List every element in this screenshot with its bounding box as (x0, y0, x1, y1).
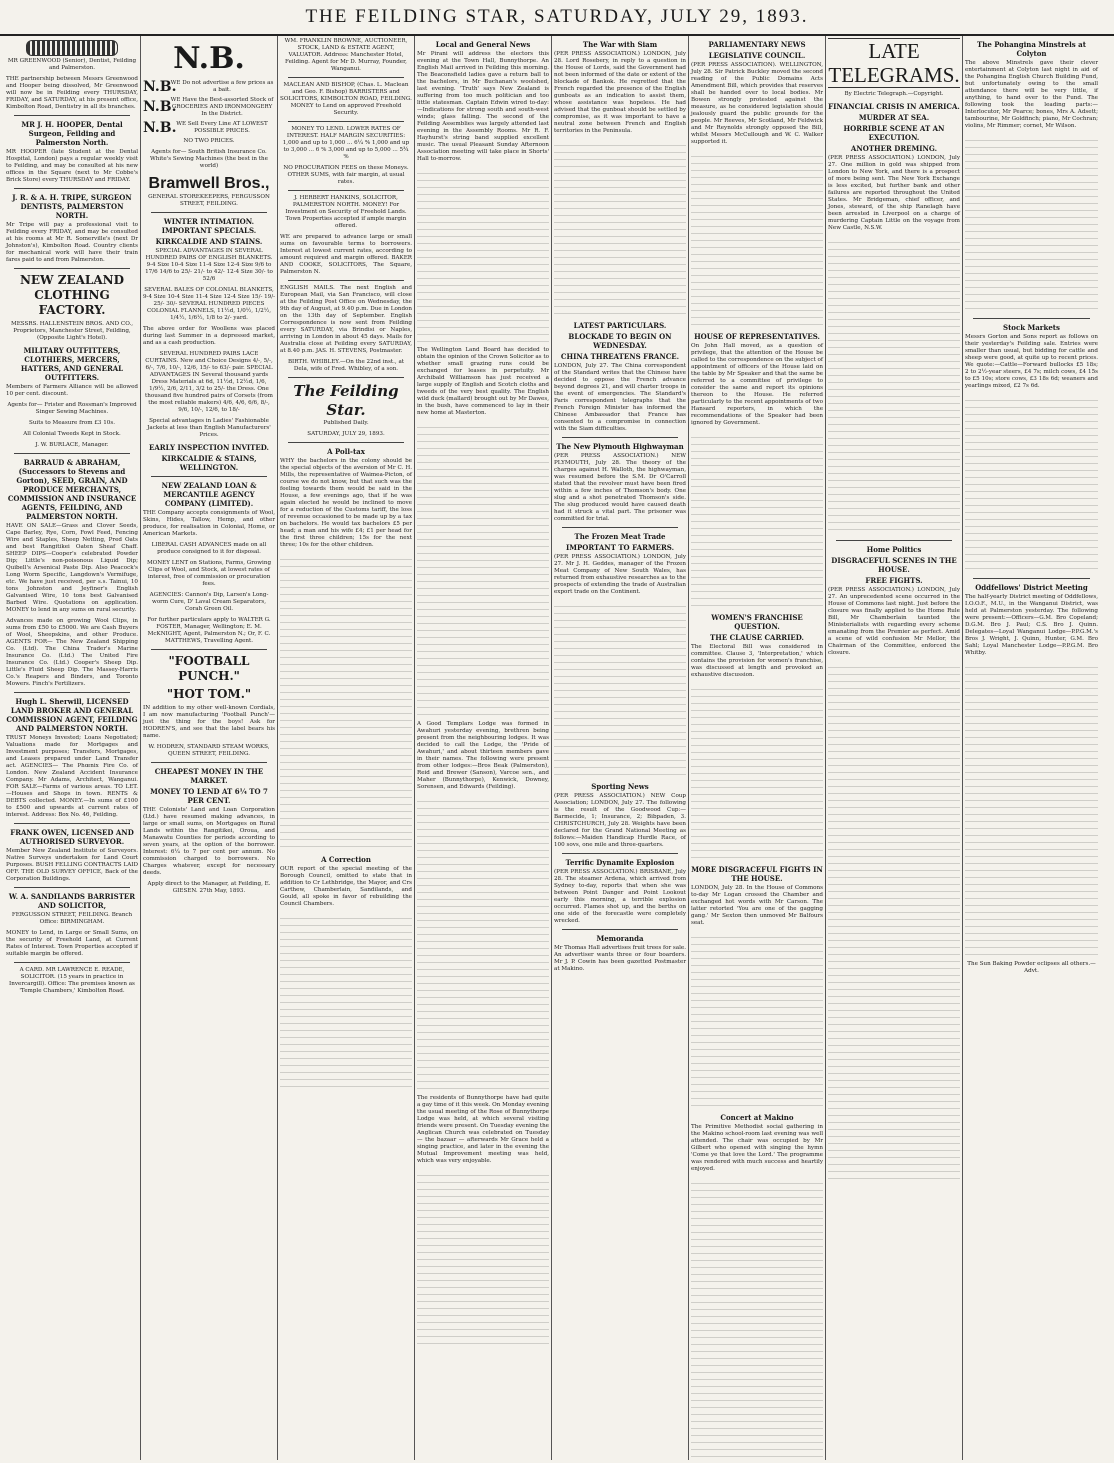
suits-to-measure: Suits to Measure from £3 10s. (29, 420, 115, 426)
barraud-body: HAVE ON SALE—Grass and Clover Seeds, Cape Barley, Rye, Corn, Fowl Feed, Fencing Wire and Staples, Sheep Netting, Pred Oats and best Rangitikei Oaten Sheaf Chaff. SHEEP DIPS—Cooper's celebrated Powder Dip; Little's non-poisonous Liquid Dip; Quibell's Arsenical Paste Dip. Also Peacock's Long Worm Specific, Langdown's Vermifuge, etc. We have just received, per s.s. Tainui, 10 tons Johnston and Jeyfiner's English Galvanised Wire, 10 tons best Galvanised Barbed Wire. Quotations on application. MONEY to lend in any sums on rural security. (6, 523, 138, 613)
sherwill-body: TRUST Moneys Invested; Loans Negotiated; Valuations made for Mortgages and Investment purposes; Transfers, Mortgages, and Leases prepared under Land Transfer act. AGENCIES— The Phœnix Fire Co. of London. New Zealand Accident Insurance Company. Mr Adams, Architect, Wanganui. FOR SALE—Farms of various areas. TO LET.—Houses and Shops in town. RENTS & DEBTS collected. MONEY.—In sums of £100 to £500 and upwards at current rates of interest. Address: Box No. 46, Feilding. (6, 735, 138, 818)
colonists-apply: Apply direct to the Manager, at Feilding, E. GIESEN. 27th May, 1893. (147, 881, 271, 894)
ladies-jackets: Special advantages in Ladies' Fashionable Jackets at less than English Manufacturers' Prices. (147, 418, 271, 438)
money-to-lend-rate: MONEY TO LEND AT 6¼ TO 7 PER CENT. (150, 787, 268, 805)
article-text-block (280, 553, 412, 853)
divider (288, 190, 404, 191)
another-dreming: ANOTHER DREMING. (850, 144, 938, 153)
article-text-block (554, 139, 686, 319)
advances-body: Advances made on growing Wool Clips, in sums from £50 to £5000. We are Cash Buyers of Wool, Sheepskins, and other Produce. AGENTS FOR— The New Zealand Shipping Co. (Ltd). The China Trader's Marine Insurance Co. (Ltd.) The United Fire Insurance Co. (Ltd.) Cooper's Sheep Dip. Little's Fluid Sheep Dip. The Massey-Harris Co.'s Reapers and Binders, and Toronto Mowers. Finch's Fertilizers. (6, 618, 138, 687)
nb-text-2: WE Have the Best-assorted Stock of GROCERIES AND IRONMONGERY In the District. (170, 97, 274, 117)
sporting-body: (PER PRESS ASSOCIATION.) NEW Coup Association; LONDON, July 27. The following is the result of the Goodwood Cup:—Barmecide, 1; Insurance, 2; Bibpaden, 3. CHRISTCHURCH, July 28. Weights have been declared for the Grand National Meeting as follows:—Maiden Handicap Hurdle Race, of 100 sovs, one mile and three-quarters. (554, 793, 686, 848)
china-body: LONDON, July 27. The China correspondent of the Standard writes that the Chinese have decided to oppose the French advance beyond degrees 21, and will charter troops in the event of emergencies. The Standard's Paris correspondent telegraphs that the French Foreign Minister has informed the Chinese Ambassador that France has consented to a compromise in connection with the Siam difficulties. (554, 363, 686, 432)
article-text-block (828, 236, 960, 536)
clause-heading: THE CLAUSE CARRIED. (710, 633, 804, 642)
stock-markets-heading: Stock Markets (1003, 323, 1060, 332)
barraud-title: BARRAUD & ABRAHAM, (Successors to Stevens and Gorton), SEED, GRAIN, AND PRODUCE MERCHANTS, COMMISSION AND INSURANCE AGENTS, FEILDING, AND PALMERSTON NORTH. (7, 458, 137, 521)
memoranda-body: Mr Thomas Hall advertises fruit trees for sale. An advertiser wants three or four boarders. Mr J. P. Cowin has been gazetted Postmaster at Makino. (554, 945, 686, 972)
nb-row-2 (143, 97, 275, 118)
colonial-tweeds: All Colonial Tweeds Kept in Stock. (23, 431, 121, 437)
divider (288, 442, 404, 443)
house-reps-heading: HOUSE OF REPRESENTATIVES. (694, 332, 820, 341)
divider (14, 188, 130, 189)
disgraceful-body: LONDON, July 28. In the House of Commons to-day Mr Logan crossed the Chamber and exchanged hot words with Mr Carson. The latter retorted 'You are one of the gagging gang.' Mr Sexton then unmoved Mr Balfours seat. (691, 885, 823, 926)
highwayman-heading: The New Plymouth Highwayman (556, 442, 684, 451)
latest-particulars: LATEST PARTICULARS. (573, 321, 667, 330)
money-lower-rates: MONEY TO LEND. LOWER RATES OF INTEREST. HALF MARGIN SECURITIES: 1,000 and up to 1,000 ... 6¼ % 1,000 and up to 3,000 ... 6 % 3,000 and up to 5,000 ... 5¾ % (282, 126, 410, 160)
masthead: THE FEILDING STAR, SATURDAY, JULY 29, 1893. (0, 0, 1114, 36)
column-1 (4, 36, 141, 1460)
reade-card: A CARD. MR LAWRENCE E. READE, SOLICITOR. (15 years in practice in Invercargill). Office: The premises known as 'Temple Chambers,' Kimbolton Road. (9, 967, 135, 994)
dynamite-body: (PER PRESS ASSOCIATION.) BRISBANE, July 28. The steamer Ardena, which arrived from Sydney to-day, reports that when she was between Point Danger and Point Lookout early this morning, a terrible explosion occurred. Flames shot up, and the berths on one side of the forecastle were completely wrecked. (554, 869, 686, 924)
column-7 (826, 36, 963, 1460)
divider (14, 823, 130, 824)
parliamentary-heading: PARLIAMENTARY NEWS (708, 40, 806, 49)
poll-tax-body: WHY the bachelors in the colony should be the special objects of the aversion of Mr C. H. Mills, the representative of Waimea-Picton, of course we do not know, but that such was the feeling towards them would be said in the House, a few evenings ago, that if he was again elected he would be inclined to move for a reduction of the Customs tariff, the loss of revenue occasioned to be made up by a tax on bachelors. He would tax bachelors £5 per head; a man and his wife £4; £1 per head for the first three children; 15s for the next three; 10s for the other children. (280, 458, 412, 548)
agents-sewing: Agents for— Frister and Rossman's Improved Singer Sewing Machines. (7, 402, 137, 415)
sandilands-title: W. A. SANDILANDS BARRISTER AND SOLICITOR, (8, 892, 136, 910)
english-mails: ENGLISH MAILS. The next English and European Mail, via San Francisco, will close at the Feilding Post Office on Wednesday, the 9th day of August, at 9.40 p.m. Due in London on the 13th day of September. English Correspondence is now sent from Feilding every SATURDAY, via Brindisi or Naples, arriving in London in about 45 days. Mails for Australia close at Feilding every SATURDAY, at 8.40 p.m. JAS. H. STEVENS, Postmaster. (280, 285, 412, 354)
blockade-heading: BLOCKADE TO BEGIN ON WEDNESDAY. (568, 332, 672, 350)
clothing-factory-title: NEW ZEALAND CLOTHING FACTORY. (19, 273, 125, 317)
hankins-ad: J. HERBERT HANKINS, SOLICITOR, PALMERSTON NORTH. MONEY! For Investment on Security of Freehold Lands. Town Properties accepted if ample margin offered. (285, 195, 407, 229)
divider (562, 527, 678, 528)
home-politics-body: (PER PRESS ASSOCIATION.) LONDON, July 27. An unprecedented scene occurred in the House of Commons last night. Just before the closure was finally applied to the Home Rule Bill, Mr Chamberlain taunted the Ministerialists with regarding every scheme emanating from the Premier as perfect. Amid a scene of wild confusion Mr Mellor, the Chairman of the Committee, enforced the closure. (828, 587, 960, 656)
home-politics-sub: DISGRACEFUL SCENES IN THE HOUSE. (831, 556, 957, 574)
war-siam-body: (PER PRESS ASSOCIATION.) LONDON, July 28. Lord Rosebery, in reply to a question in the House of Lords, said the Government had not been informed of the date or extent of the blockade of Bankok. He regretted that the French regarded the presence of the English gunboats as an indication to assist them, whose assistance was hopeless. He had advised that the gunboat should be settled by compromise, as it was important to have a neutral zone between French and English territories in the Peninsula. (554, 51, 686, 134)
issue-date: SATURDAY, JULY 29, 1893. (307, 431, 385, 437)
article-text-block (417, 795, 549, 1095)
divider (14, 268, 130, 269)
nb-mark: N.B. (143, 119, 177, 136)
hodren-signature: W. HODREN, STANDARD STEAM WORKS, QUEEN STREET, FEILDING. (148, 744, 270, 757)
tripe-title: J. R. & A. H. TRIPE, SURGEON DENTISTS, PALMERSTON NORTH. (12, 193, 132, 220)
home-politics-heading: Home Politics (866, 545, 922, 554)
divider (973, 318, 1090, 319)
sherwill-title: Hugh L. Sherwill, LICENSED LAND BROKER AND GENERAL COMMISSION AGENT, FEILDING AND PALMERSTON NORTH. (6, 697, 138, 733)
stock-markets-body: Messrs Gorton and Sons report as follows on their yesterday's Feilding sale. Entries were smaller than usual, but bidding for cattle and sheep were good, at quite up to recent prices. We quote:—Cattle—Forward bullocks £5 18s; 2 to 2½-year steers, £4 7s; milch cows, £4 15s to £5 10s; store cows, £3 18s 6d; weaners and yearlings mixed, £2 7s 6d. (965, 334, 1098, 389)
liberal-advances: LIBERAL CASH ADVANCES made on all produce consigned to it for disposal. (151, 542, 267, 555)
money-lent: MONEY LENT on Stations, Farms, Growing Clips of Wool, and Stock, at lowest rates of interest, free of commission or procuration fees. (146, 560, 272, 587)
article-text-block (691, 431, 823, 611)
bramwell-agents: Agents for— South British Insurance Co. White's Sewing Machines (the best in the world) (150, 149, 268, 169)
dynamite-heading: Terrific Dynamite Explosion (565, 858, 675, 867)
local-news-body-4: The residents of Bunnythorpe have had quite a gay time of it this week. On Monday evening the usual meeting of the Rose of Bunnythorpe Lodge was held, at which several visiting friends were present. On Tuesday evening the Anglican Church was celebrated on Tuesday — the bazaar — afterwards Mr Grace held a singing practice, and later in the evening the Mutual Improvement meeting was held, which was very enjoyable. (417, 1095, 549, 1164)
divider (562, 853, 678, 854)
legislative-council: LEGISLATIVE COUNCIL. (708, 51, 806, 60)
divider (151, 649, 267, 650)
franchise-heading: WOMEN'S FRANCHISE QUESTION. (711, 613, 803, 631)
nz-loan-title: NEW ZEALAND LOAN & MERCANTILE AGENCY COMPANY (LIMITED). (161, 481, 257, 508)
correction-body: OUR report of the special meeting of the Borough Council, omitted to state that in addition to Cr Lethbridge, the Mayor, and Crs Carthew, Chamberlain, Sandilands, and Gould, all spoke in favor of rebuilding the Council Chambers. (280, 866, 412, 907)
divider (288, 280, 404, 281)
horrible-scene: HORRIBLE SCENE AT AN EXECUTION. (843, 124, 945, 142)
frozen-meat-body: (PER PRESS ASSOCIATION.) LONDON, July 27. Mr J. H. Geddes, manager of the Frozen Meat Company of New South Wales, has returned from exhaustive researches as to the prospects of extending the trade of Australian export trade on the Continent. (554, 554, 686, 595)
lace-curtains: SEVERAL HUNDRED PAIRS LACE CURTAINS. New and Choice Designs 4/-, 5/-, 6/-, 7/6, 10/-, 12/6, 15/- to 63/- pair. SPECIAL ADVANTAGES IN Several thousand yards Dress Materials at 6d, 11½d, 12½d, 1/6, 1/9½, 2/6, 2/11, 3/2 to 25/- the Dress. One thousand five hundred pairs of Corsets (from the most reliable makers) 4/6, 4/6, 6/6, 8/-, 9/6, 10/-, 12/6, to 18/- (145, 351, 273, 413)
article-text-block (691, 683, 823, 863)
birth-notice: BIRTH. WHIBLEY.—On the 22nd inst., at Dela, wife of Fred. Whibley, of a son. (287, 359, 405, 372)
tripe-body: Mr Tripe will pay a professional visit to Feilding every FRIDAY, and may be consulted at his rooms at Mr R. Somerville's (next Dr Johnston's), Kimbolton Road. Country clients for mechanical work will have their train fares paid to and from Palmerston. (6, 222, 138, 263)
hooper-title: MR J. H. HOOPER, Dental Surgeon, Feilding and Palmerston North. (21, 120, 123, 147)
military-outfitters: MILITARY OUTFITTERS, CLOTHIERS, MERCERS, HATTERS, AND GENERAL OUTFITTERS. (20, 346, 124, 382)
late-telegrams-heading: LATE TELEGRAMS. (828, 39, 960, 87)
divider (836, 540, 952, 541)
divider (14, 115, 130, 116)
disgraceful-heading: MORE DISGRACEFUL FIGHTS IN THE HOUSE. (691, 865, 823, 883)
frozen-meat-heading: The Frozen Meat Trade (574, 532, 666, 541)
financial-crisis: FINANCIAL CRISIS IN AMERICA. (828, 102, 960, 111)
nb-text-3: WE Sell Every Line AT LOWEST POSSIBLE PRICES. (176, 121, 268, 134)
oddfellows-body: The half-yearly District meeting of Oddfellows, I.O.O.F., M.U., in the Wanganui District, was held at Palmerston yesterday. The following were present:—Officers—G.M. Bro Copeland; D.G.M. Bro J. Paul; C.S. Bro J. Quinn. Delegates—Loyal Wanganui Lodge—P.P.G.M.'s Bros J. Wright, J. Quinn, Hunter, G.M. Bro Sahl; Loyal Manchester Lodge—P.P.G.M. Bro Whitby. (965, 594, 1098, 656)
free-fights: FREE FIGHTS. (865, 576, 923, 585)
concert-body: The Primitive Methodist social gathering in the Makino school-room last evening was well attended. The chair was occupied by Mr Gilbert who opened with singing the hymn 'Come ye that love the Lord.' The programme was rendered with much success and heartily enjoyed. (691, 1124, 823, 1172)
local-news-body-3: A Good Templars Lodge was formed in Awahuri yesterday evening, brethren being present from the neighbouring lodges. It was decided to call the Lodge, the 'Pride of Awahuri,' and about thirteen members gave in their names. The following were present from other lodges:—Bros Beak (Palmerston), Reid and Brewer (Sanson), Varcoe sen., and Maher (Bunnythorpe), Kenwick, Downey, Sorensen, and Edwards (Feilding). (417, 721, 549, 790)
memoranda-heading: Memoranda (596, 934, 644, 943)
divider (151, 212, 267, 213)
article-text-block (417, 167, 549, 347)
greenwood-ad: MR GREENWOOD (Senior), Dentist, Feilding and Palmerston. (7, 58, 137, 71)
baker-cooke-ad: WE are prepared to advance large or small sums on favourable terms to borrowers. Interest at lowest current rates, according to amount required and margin offered. BAKER AND COOKE, SOLICITORS, The Square, Palmerston N. (280, 234, 412, 275)
kirkcaldie-title: KIRKCALDIE AND STAINS. (155, 237, 263, 246)
article-text-block (417, 1169, 549, 1349)
divider (562, 929, 678, 930)
late-telegrams-body: (PER PRESS ASSOCIATION.) LONDON, July 27. One million in gold was shipped from London to New York, and there is a prospect of more being sent. The New York Exchange is less excited, but further bank and other failures are reported throughout the United States. Mr Bridgeman, chief officer, and Jones, steward, of the ship Ranelagh have been arrested in Liverpool on a charge of murdering Captain Little on the voyage from New Castle, N.S.W. (828, 155, 960, 231)
article-text-block (965, 394, 1098, 574)
column-2 (141, 36, 278, 1460)
article-text-block (965, 661, 1098, 961)
hodren-body: IN addition to my other well-known Cordials, I am now manufacturing 'Football Punch'—just the thing for the boys! Ask for HODREN'S, and see that the label bears his name. (143, 705, 275, 739)
house-reps-body: On John Hall moved, as a question of privilege, that the attention of the House be called to the correspondence on the subject of appointment of officers of the House laid on the table by Mr Speaker and that the same be referred to a committee of privilege to consider the same and report its opinions thereon to the House. He referred particularly to the recent appointments of two Hansard reporters, in which the recommendations of the Speaker had been ignored by Government. (691, 343, 823, 426)
agencies: AGENCIES: Cannon's Dip, Larsen's Long-worm Cure, D' Laval Cream Separators, Corah Green Oil. (149, 592, 269, 612)
kirkcaldie-wellington: KIRKCALDIE & STAINS, WELLINGTON. (161, 454, 257, 472)
owen-body: Member New Zealand Institute of Surveyors. Native Surveys undertaken for Land Court Purposes. BUSH FELLING CONTRACTS LAID OFF. THE OLD SURVEY OFFICE, Back of the Corporation Buildings. (6, 848, 138, 882)
nb-text-1: WE Do not advertise a few prices as a bait. (170, 80, 274, 93)
hot-tom: "HOT TOM." (166, 687, 252, 701)
nb-heading: N.B. (173, 41, 245, 76)
bramwell-sub: GENERAL STOREKEEPERS, FERGUSSON STREET, FEILDING. (148, 194, 270, 207)
divider (562, 437, 678, 438)
clothing-factory-body: MESSRS. HALLENSTEIN BROS. AND CO., Proprietors, Manchester Street, Feilding, (Opposite Light's Hotel). (10, 321, 134, 341)
parliamentary-body: (PER PRESS ASSOCIATION). WELLINGTON, July 28. Sir Patrick Buckley moved the second reading of the Public Domains Acts Amendment Bill, which provides that reserves shall be handed over to local bodies. Mr Bowen strongly protested against the measure, as he considered legislation should jealously guard the public grounds for the people. Mr Reeves, Mr Scotland, Mr Feldwick and Mr Reynolds strongly opposed the Bill, whilst Messrs McCullough and W. C. Walker supported it. (691, 62, 823, 145)
concert-heading: Concert at Makino (720, 1113, 794, 1122)
clause-body: The Electoral Bill was considered in committee. Clause 3, 'Interpretation,' which contains the provision for women's franchise, was discussed at length and provoked an exhaustive discussion. (691, 644, 823, 678)
sun-baking-advt: The Sun Baking Powder eclipses all others.—Advt. (967, 961, 1096, 974)
local-news-heading: Local and General News (435, 40, 531, 49)
china-heading: CHINA THREATENS FRANCE. (560, 352, 680, 361)
partnership-notice: THE partnership between Messrs Greenwood and Hooper being dissolved, Mr Greenwood will now be in Feilding every THURSDAY, FRIDAY, and SATURDAY, at his present office, Kimbolton Road, Dentistry in all its branches. (6, 76, 138, 110)
burlace-manager: J. W. BURLACE, Manager. (35, 442, 109, 448)
divider (14, 692, 130, 693)
article-text-block (691, 1177, 823, 1460)
oddfellows-heading: Oddfellows' District Meeting (975, 583, 1088, 592)
minstrels-heading: The Pohangina Minstrels at Colyton (977, 40, 1086, 58)
late-telegrams-sub: By Electric Telegraph.—Copyright. (844, 91, 944, 97)
no-two-prices: NO TWO PRICES. (183, 138, 235, 144)
war-siam-heading: The War with Siam (582, 40, 658, 49)
minstrels-body: The above Minstrels gave their clever entertainment at Colyton last night in aid of the Pohangina English Church Building Fund, but unfortunately owing to the small attendance there will be very little, if anything, to hand over to the Fund. The following took the leading parts:—Interlocutor, Mr Pearce; bones, Mrs A. Adsett; tambourine, Mr Goldfinch; piano, Mr Cochran; violins, Mr Rimmer; cornet, Mr Wilson. (965, 60, 1098, 129)
divider (288, 77, 404, 78)
colonists-body: THE Colonists' Land and Loan Corporation (Ltd.) have resumed making advances, in large or small sums, on Mortgages on Rural Lands within the Rangitikei, Oroua, and Manawatu Counties for periods according to seven years, at the option of the borrower. Interest: 6¼ to 7 per cent per annum. No commission charged to borrowers. No Charges whatever, except for necessary deeds. (143, 807, 275, 876)
divider (151, 762, 267, 763)
nb-row-1 (143, 80, 275, 94)
bramwell-title: Bramwell Bros., (148, 175, 270, 192)
divider (288, 121, 404, 122)
divider (288, 377, 404, 378)
early-inspection: EARLY INSPECTION INVITED. (149, 443, 269, 452)
sporting-heading: Sporting News (591, 782, 649, 791)
owen-title: FRANK OWEN, LICENSED AND AUTHORISED SURVEYOR. (10, 828, 134, 846)
local-news-body-2: The Wellington Land Board has decided to obtain the opinion of the Crown Solicitor as to whether small grazing runs could be exchanged for leases in perpetuity. Mr Archibald Williamson has just received a large supply of English and Scotch cloths and tweeds of the very best quality. The English wild duck (mallard) brought out by Mr Dawes, in the bush, have commenced to lay in their new home at Masterton. (417, 347, 549, 416)
column-4 (415, 36, 552, 1460)
divider (151, 476, 267, 477)
divider (14, 962, 130, 963)
blankets-specials: SPECIAL ADVANTAGES IN SEVERAL HUNDRED PAIRS OF ENGLISH BLANKETS. 9-4 Size 10-4 Size 11-4 Size 12-4 Size 9/6 to 17/6 14/6 to 25/- 21/- to 42/- 12-4 Size 30/- to 52/6 (145, 248, 273, 282)
nb-row-3 (143, 121, 275, 135)
article-text-block (691, 931, 823, 1111)
nb-mark: N.B. (143, 99, 177, 115)
woollens-note: The above order for Woollens was placed during last Summer in a depressed market, and as a cash production. (143, 326, 275, 346)
football-punch: "FOOTBALL PUNCH." (168, 654, 250, 683)
money-to-lend: MONEY to Lend, in Large or Small Sums, on the security of Freehold Land, at Current Rates of Interest. Town Properties accepted if suitable margin be offered. (6, 930, 138, 957)
sandilands-body: FERGUSSON STREET, FEILDING. Branch Office: BIRMINGHAM. (11, 912, 133, 925)
nz-loan-body: THE Company accepts consignments of Wool, Skins, Hides, Tallow, Hemp, and other produce, for realisation in Colonial, Home, or American Markets. (143, 510, 275, 537)
browne-ad: WM. FRANKLIN BROWNE, AUCTIONEER, STOCK, LAND & ESTATE AGENT, VALUATOR. Address: Manchester Hotel, Feilding. Agent for Mr D. Murray, Founder, Wanganui. (284, 38, 408, 72)
correction-heading: A Correction (321, 855, 371, 864)
further-particulars: For further particulars apply to WALTER G. FOSTER, Manager, Wellington; E. M. McKNIGHT, Agent, Palmerston N.; Or, F. C. MATTHEWS, Travelling Agent. (147, 617, 271, 644)
poll-tax-heading: A Poll-tax (327, 447, 365, 456)
article-text-block (280, 912, 412, 1092)
members-discount: Members of Farmers Alliance will be allowed 10 per cent. discount. (6, 384, 138, 397)
cheapest-money: CHEAPEST MONEY IN THE MARKET. (154, 767, 264, 785)
colonial-blankets: SEVERAL BALES OF COLONIAL BLANKETS, 9-4 Size 10-4 Size 11-4 Size 12-4 Size 15/- 19/- 25/- 30/- SEVERAL HUNDRED PIECES COLONIAL FLANNELS, 11½d, 1/0½, 1/2½, 1/4½, 1/6½, 1/8 to 2/- yard. (143, 287, 276, 321)
highwayman-body: (PER PRESS ASSOCIATION.) NEW PLYMOUTH, July 28. The theory of the charges against H. Walloth, the highwayman, was resumed before the S.M. Dr O'Carroll stated that the revolver must have been fired within a few inches of Thomson's body. One slug and a shot penetrated Thomson's side. The slug produced would have caused death had it struck a vital part. The prisoner was committed for trial. (554, 453, 686, 522)
dentist-logo-icon (26, 40, 118, 56)
column-6 (689, 36, 826, 1460)
column-3 (278, 36, 415, 1460)
article-text-block (417, 421, 549, 721)
column-5 (552, 36, 689, 1460)
article-text-block (691, 150, 823, 330)
article-text-block (828, 661, 960, 1181)
winter-intimation: WINTER INTIMATION. IMPORTANT SPECIALS. (161, 217, 257, 235)
divider (14, 887, 130, 888)
divider (14, 453, 130, 454)
newspaper-page (4, 36, 1110, 1460)
nb-mark: N.B. (143, 78, 177, 95)
local-news-body: Mr Pirani will address the electors this evening at the Town Hall, Bunnythorpe. An English Mail arrived in Feilding this morning. The Beaconsfield ladies gave a return ball to the bachelors, in Mr Buchanan's woolshed, last evening. 'Truth' says New Zealand is suffering from too much politician and too little statesman. Captain Edwin wired to-day:—Indications for strong south and south-west winds; glass falling. The second of the Feilding Assemblies was largely attended last evening in the Assembly Rooms. Mr R. F. Hayhurst's string band supplied excellent music. The usual Pleasant Sunday Afternoon Association meeting will take place in Shorts' Hall to-morrow. (417, 51, 549, 162)
hooper-body: MR HOOPER (late Student at the Dental Hospital, London) pays a regular weekly visit to Feilding, and may be consulted at his new offices in the Square (next to Mr Cobbe's Brick Store) every THURSDAY and FRIDAY. (6, 149, 138, 183)
published-daily: Published Daily. (323, 420, 369, 426)
article-text-block (554, 600, 686, 780)
article-text-block (965, 134, 1098, 314)
frozen-meat-sub: IMPORTANT TO FARMERS. (565, 543, 675, 552)
murder-at-sea: MURDER AT SEA. (858, 113, 930, 122)
column-8 (963, 36, 1100, 1460)
maclean-ad: MACLEAN AND BISHOP, (Chas. L. Maclean and Geo. F. Bishop) BARRISTERS and SOLICITORS, KIMBOLTON ROAD, FEILDING. MONEY to Lend on approved Freehold Security. (280, 82, 412, 116)
divider (973, 578, 1090, 579)
paper-nameplate: The Feilding Star. (293, 382, 399, 419)
no-procuration: NO PROCURATION FEES on these Moneys. OTHER SUMS, with fair margin, at usual rates. (283, 165, 409, 185)
